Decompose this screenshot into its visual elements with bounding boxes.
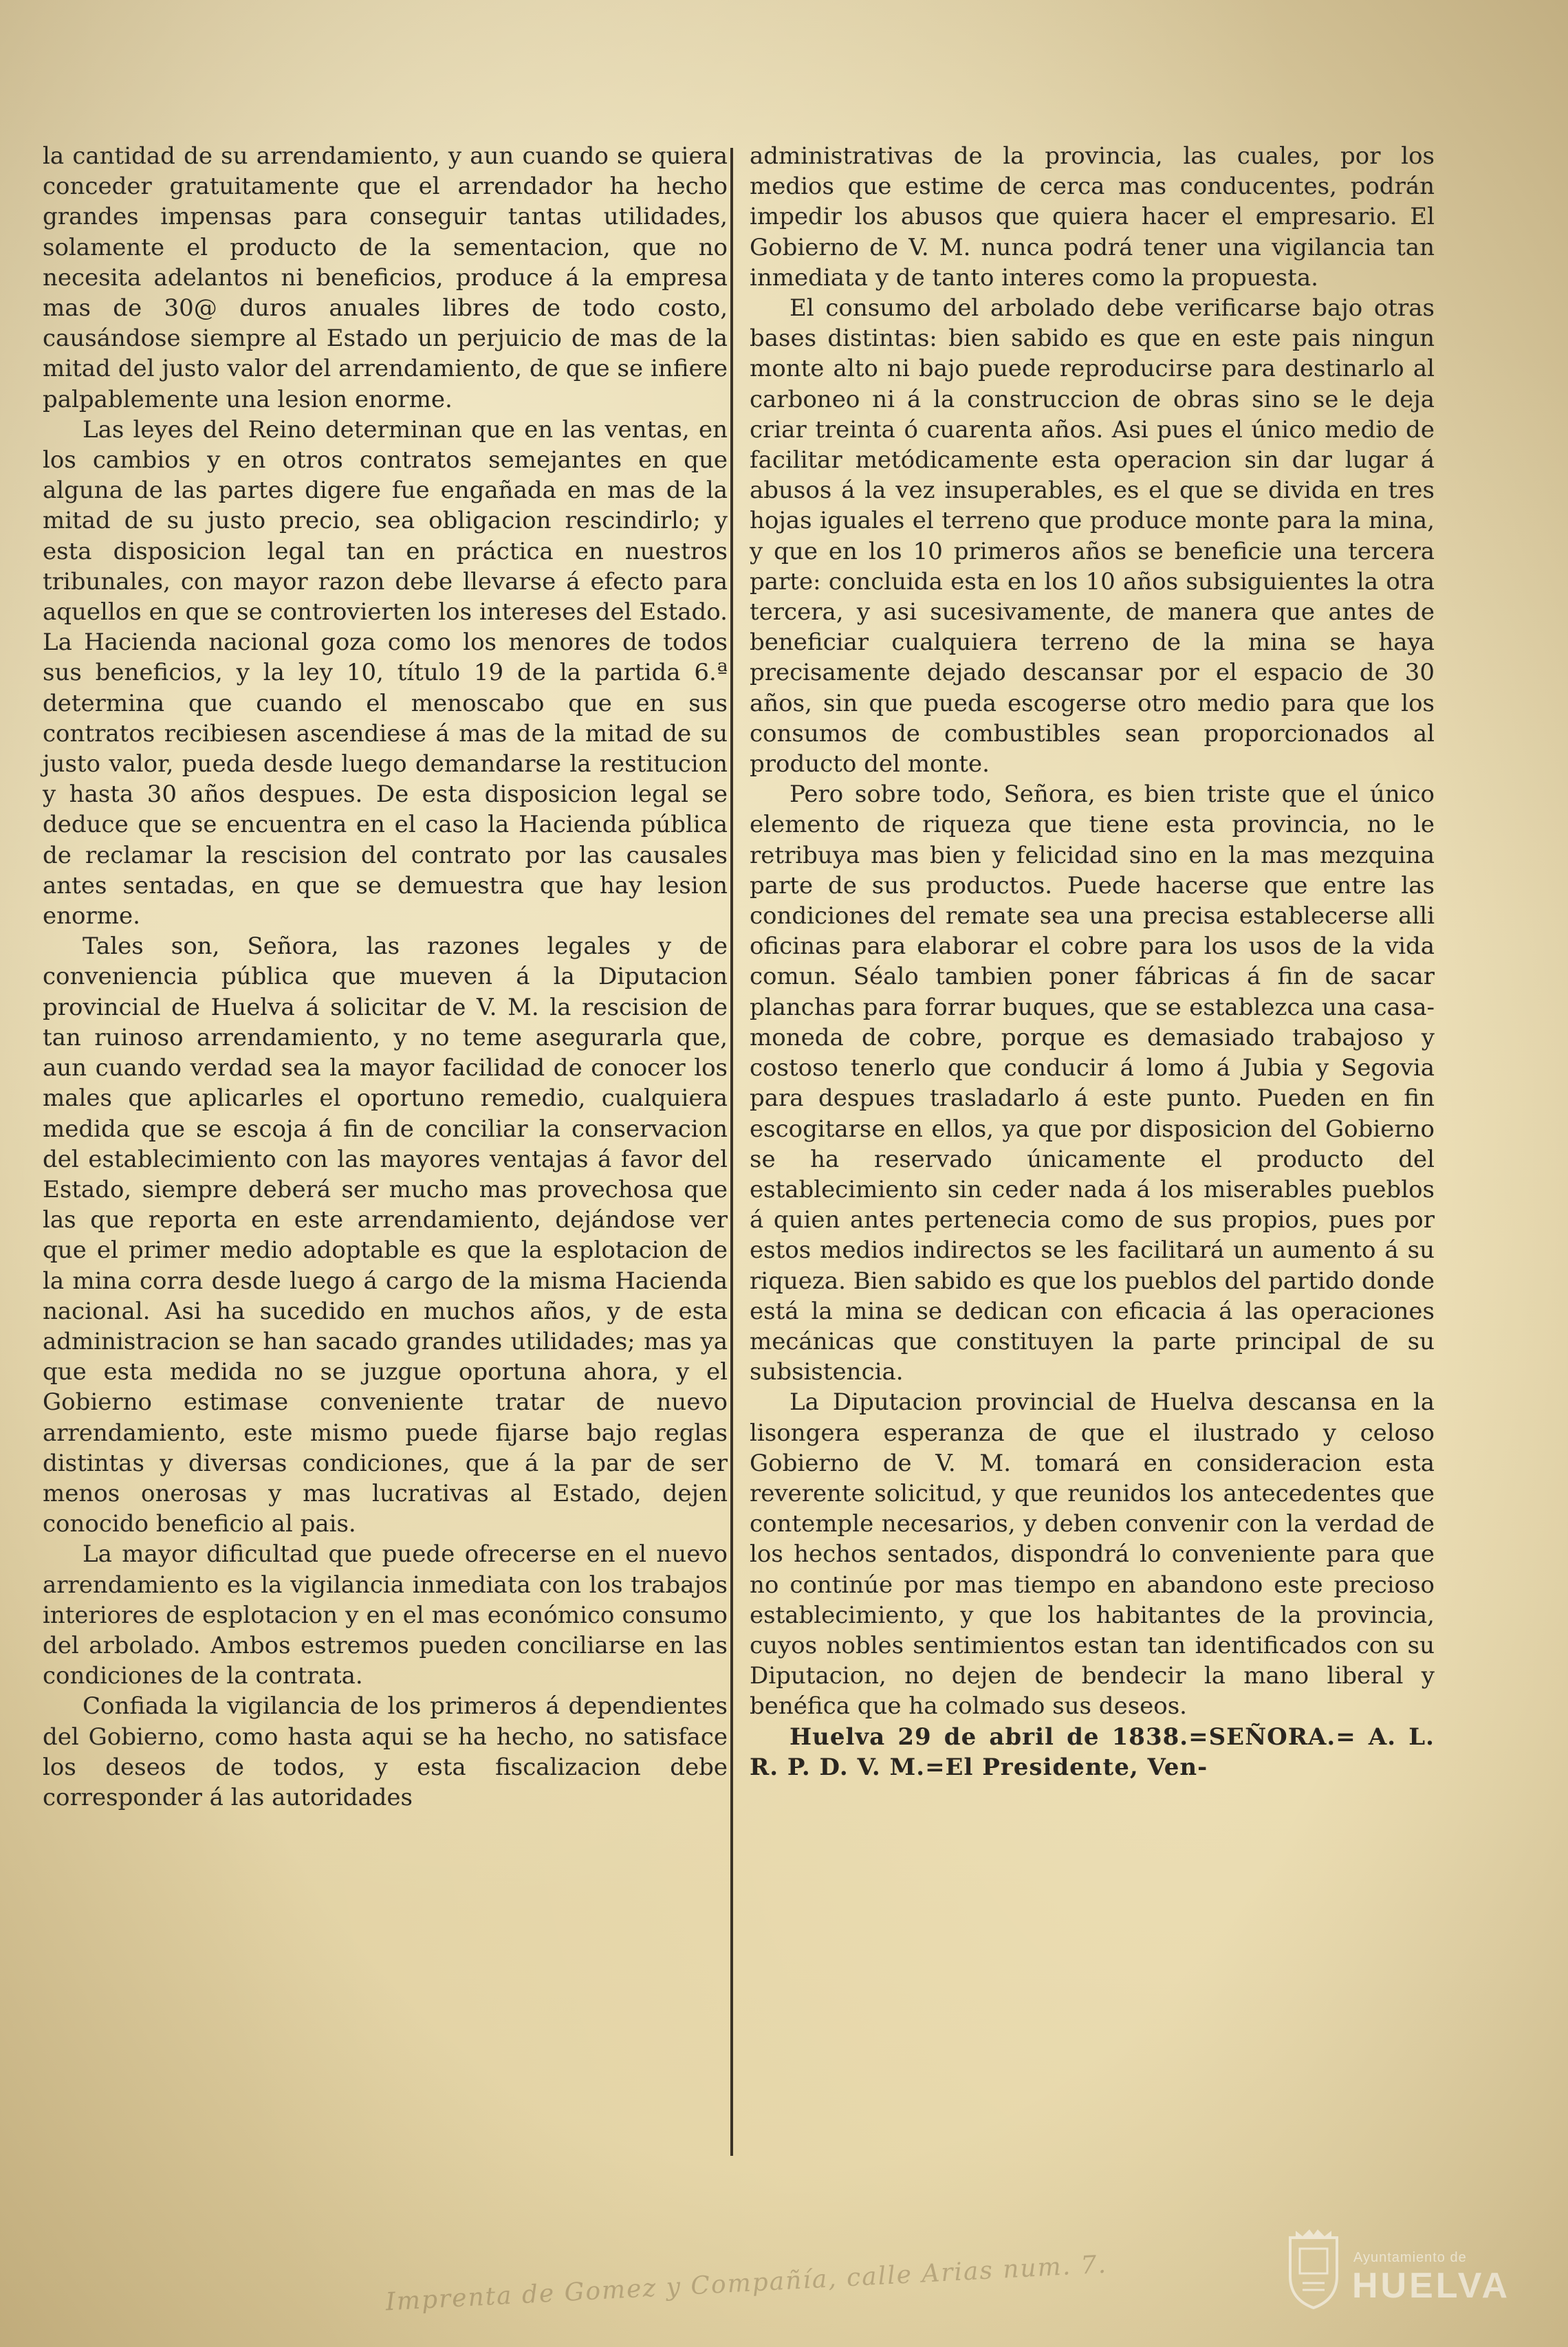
right-paragraph-4: La Diputacion provincial de Huelva descansa en la lisongera esperanza de que el ilustrado y celoso Gobierno de V. M. tomará en consideracion esta reverente solicitud, y que reunidos los antecedentes que contemple necesarios, y deben convenir con la verdad de los hechos sentados, dispondrá lo conveniente para que no continúe por mas tiempo en abandono este precioso establecimiento, y que los habitantes de la provincia, cuyos nobles sentimientos estan tan identificados con su Diputacion, no dejen de bendecir la mano liberal y benéfica que ha colmado sus deseos. — [750, 1388, 1435, 1721]
watermark-big-text: HUELVA — [1352, 2266, 1511, 2306]
left-paragraph-1: la cantidad de su arrendamiento, y aun cuando se quiera conceder gratuitamente que el arrendador ha hecho grandes impensas para conseguir tantas utilidades, solamente el producto de la sementacion, que no necesita adelantos ni beneficios, produce á la empresa mas de 30@ duros anuales libres de todo costo, causándose siempre al Estado un perjuicio de mas de la mitad del justo valor del arrendamiento, de que se infiere palpablemente una lesion enorme. — [43, 142, 728, 413]
printer-imprint: Imprenta de Gomez y Compañía, calle Arias num. 7. — [384, 2250, 1108, 2317]
left-paragraph-5: Confiada la vigilancia de los primeros á dependientes del Gobierno, como hasta aqui se ha hecho, no satisface los deseos de todos, y esta fiscalizacion debe corresponder á las autoridades — [43, 1692, 728, 1811]
left-column — [43, 141, 728, 1813]
watermark-small-text: Ayuntamiento de — [1353, 2250, 1467, 2265]
right-paragraph-2: El consumo del arbolado debe verificarse bajo otras bases distintas: bien sabido es que en este pais ningun monte alto ni bajo puede reproducirse para destinarlo al carboneo ni á la construccion de obras sino se le deja criar treinta ó cuarenta años. Asi pues el único medio de facilitar metódicamente esta operacion sin dar lugar á abusos á la vez insuperables, es el que se divida en tres hojas iguales el terreno que produce monte para la mina, y que en los 10 primeros años se beneficie una tercera parte: concluida esta en los 10 años subsiguientes la otra tercera, y asi sucesivamente, de manera que antes de beneficiar cualquiera terreno de la mina se haya precisamente dejado descansar por el espacio de 30 años, sin que pueda escogerse otro medio para que los consumos de combustibles sean proporcionados al producto del monte. — [750, 294, 1435, 778]
right-column — [750, 141, 1435, 1782]
column-divider — [730, 148, 733, 2156]
left-paragraph-4: La mayor dificultad que puede ofrecerse en el nuevo arrendamiento es la vigilancia inmediata con los trabajos interiores de esplotacion y en el mas económico consumo del arbolado. Ambos estremos pueden conciliarse en las condiciones de la contrata. — [43, 1540, 728, 1690]
left-paragraph-2: Las leyes del Reino determinan que en las ventas, en los cambios y en otros contratos semejantes en que alguna de las partes digere fue engañada en mas de la mitad de su justo precio, sea obligacion rescindirlo; y esta disposicion legal tan en práctica en nuestros tribunales, con mayor razon debe llevarse á efecto para aquellos en que se controvierten los intereses del Estado. La Hacienda nacional goza como los menores de todos sus beneficios, y la ley 10, título 19 de la partida 6.ª determina que cuando el menoscabo que en sus contratos recibiesen ascendiese á mas de la mitad de su justo valor, pueda desde luego demandarse la restitucion y hasta 30 años despues. De esta disposicion legal se deduce que se encuentra en el caso la Hacienda pública de reclamar la rescision del contrato por las causales antes sentadas, en que se demuestra que hay lesion enorme. — [43, 415, 728, 930]
coat-of-arms-icon — [1286, 2228, 1341, 2311]
closing-signature: Huelva 29 de abril de 1838.=SEÑORA.= A. L. R. P. D. V. M.=El Presidente, Ven- — [750, 1723, 1435, 1781]
archive-watermark — [1286, 2221, 1513, 2324]
left-paragraph-3: Tales son, Señora, las razones legales y de conveniencia pública que mueven á la Diputacion provincial de Huelva á solicitar de V. M. la rescision de tan ruinoso arrendamiento, y no teme asegurarla que, aun cuando verdad sea la mayor facilidad de conocer los males que aplicarles el oportuno remedio, cualquiera medida que se escoja á fin de conciliar la conservacion del establecimiento con las mayores ventajas á favor del Estado, siempre deberá ser mucho mas provechosa que las que reporta en este arrendamiento, dejándose ver que el primer medio adoptable es que la esplotacion de la mina corra desde luego á cargo de la misma Hacienda nacional. Asi ha sucedido en muchos años, y de esta administracion se han sacado grandes utilidades; mas ya que esta medida no se juzgue oportuna ahora, y el Gobierno estimase conveniente tratar de nuevo arrendamiento, este mismo puede fijarse bajo reglas distintas y diversas condiciones, que á la par de ser menos onerosas y mas lucrativas al Estado, dejen conocido beneficio al pais. — [43, 932, 728, 1538]
right-paragraph-1: administrativas de la provincia, las cuales, por los medios que estime de cerca mas conducentes, podrán impedir los abusos que quiera hacer el empresario. El Gobierno de V. M. nunca podrá tener una vigilancia tan inmediata y de tanto interes como la propuesta. — [750, 142, 1435, 292]
right-paragraph-3: Pero sobre todo, Señora, es bien triste que el único elemento de riqueza que tiene esta provincia, no le retribuya mas bien y felicidad sino en la mas mezquina parte de sus productos. Puede hacerse que entre las condiciones del remate sea una precisa establecerse alli oficinas para elaborar el cobre para los usos de la vida comun. Séalo tambien poner fábricas á fin de sacar planchas para forrar buques, que se establezca una casa-moneda de cobre, porque es demasiado trabajoso y costoso tenerlo que conducir á lomo á Jubia y Segovia para despues trasladarlo á este punto. Pueden en fin escogitarse en ellos, ya que por disposicion del Gobierno se ha reservado únicamente el producto del establecimiento sin ceder nada á los miserables pueblos á quien antes pertenecia como de sus propios, pues por estos medios indirectos se les facilitará un aumento á su riqueza. Bien sabido es que los pueblos del partido donde está la mina se dedican con eficacia á las operaciones mecánicas que constituyen la parte principal de su subsistencia. — [750, 780, 1435, 1386]
